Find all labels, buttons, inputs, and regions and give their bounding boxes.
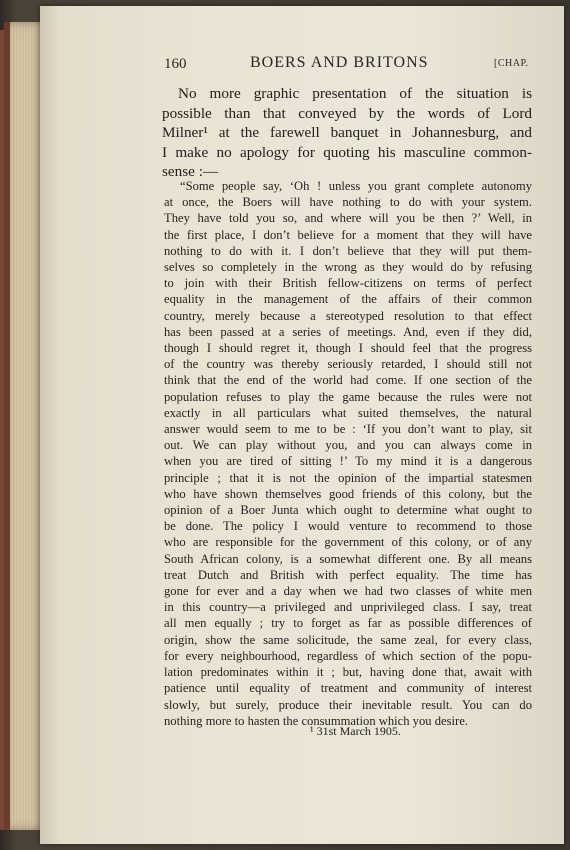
footnote: ¹ 31st March 1905. <box>310 724 401 738</box>
text-line: gone for ever and a day when we had two classes of white men <box>164 584 532 599</box>
text-line: for every neighbourhood, regardless of which section of the popu- <box>164 648 532 663</box>
text-line: has been passed at a series of meetings. And, even if they did, <box>164 324 532 339</box>
text-line: of the country was thereby seriously retarded, I should still not <box>164 357 532 372</box>
text-line: out. We can play without you, and you can always come in <box>164 438 532 453</box>
book-page <box>40 6 564 844</box>
text-line: nothing to do with it. I don’t believe that they will put them- <box>164 243 532 258</box>
text-line: population refuses to play the game because the rules were not <box>164 389 532 404</box>
text-line: “Some people say, ‘Oh ! unless you grant complete autonomy <box>180 179 532 193</box>
text-line: at once, the Boers will have nothing to do with your system. <box>164 195 532 210</box>
running-title: BOERS AND BRITONS <box>250 54 429 71</box>
page-number: 160 <box>164 56 187 72</box>
text-line: possible than that conveyed by the words of Lord <box>162 104 532 122</box>
text-line: country, merely because a stereotyped resolution to that effect <box>164 308 532 323</box>
text-line: patience until equality of treatment and community of interest <box>164 681 532 696</box>
text-line: equality in the management of the affairs of their common <box>164 292 532 307</box>
text-line: who are responsible for the government of this colony, or of any <box>164 535 532 550</box>
text-line: sense :— <box>162 163 219 180</box>
text-line: in this country—a privileged and unprivileged class. I say, treat <box>164 600 532 615</box>
text-line: think that the end of the world had come. If one section of the <box>164 373 532 388</box>
text-line: Milner¹ at the farewell banquet in Johannesburg, and <box>162 124 532 141</box>
text-line: nothing more to hasten the consummation which you desire. <box>164 713 468 728</box>
text-line: lation predominates within it ; but, having done that, await with <box>164 665 532 680</box>
text-line: selves so completely in the wrong as they would do by refusing <box>164 260 532 275</box>
intro-paragraph <box>162 84 532 182</box>
text-line: when you are tired of sitting !’ To my mind it is a dangerous <box>164 454 532 469</box>
text-line: principle ; that it is not the opinion of the impartial statesmen <box>164 470 532 485</box>
text-line: origin, show the same solicitude, the same zeal, for every class, <box>164 632 532 647</box>
text-line: who have shown themselves good friends of this colony, but the <box>164 486 532 501</box>
page-header <box>40 56 564 78</box>
text-line: slowly, but surely, produce their inevitable result. You can do <box>164 697 532 712</box>
milner-quote <box>164 178 532 729</box>
text-line: opinion of a Boer Junta which ought to determine what ought to <box>164 503 532 518</box>
chapter-label: [CHAP. <box>494 58 529 69</box>
text-line: all men equally ; try to forget as far as possible differences of <box>164 616 532 631</box>
text-line: though I should regret it, though I should feel that the progress <box>164 341 532 356</box>
text-line: I make no apology for quoting his masculine common- <box>162 143 532 161</box>
text-line: treat Dutch and British with perfect equality. The time has <box>164 567 532 582</box>
text-line: be done. The policy I would venture to recommend to those <box>164 519 532 534</box>
text-line: No more graphic presentation of the situation is <box>178 85 532 102</box>
text-line: answer would seem to me to be : ‘If you don’t want to play, sit <box>164 422 532 437</box>
text-line: the first place, I don’t believe for a moment that they will have <box>164 227 532 242</box>
text-line: They have told you so, and where will you be then ?’ Well, in <box>164 211 532 226</box>
text-line: exactly in all particulars what suited themselves, the natural <box>164 405 532 420</box>
text-line: South African colony, is a somewhat different one. By all means <box>164 551 532 566</box>
text-line: to join with their British fellow-citizens on terms of perfect <box>164 276 532 291</box>
